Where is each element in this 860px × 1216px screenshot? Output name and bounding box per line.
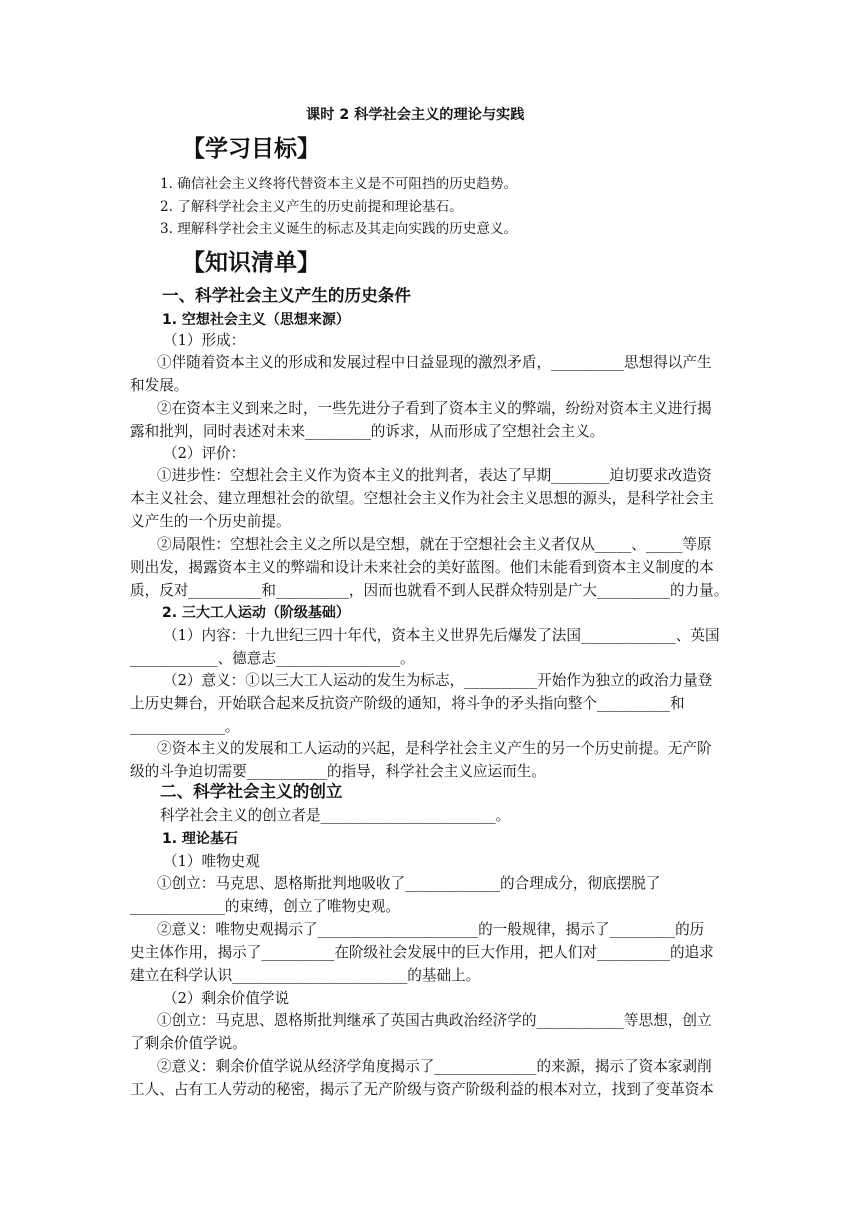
paragraph-line: _____________的束缚，创立了唯物史观。 (130, 898, 400, 915)
paragraph-line: 科学社会主义的创立者是________________________。 (160, 807, 511, 824)
paragraph-line: （1）内容：十九世纪三四十年代，资本主义世界先后爆发了法国_____________、英国 (163, 627, 720, 644)
subsection-heading: 2. 三大工人运动（阶级基础） (162, 605, 350, 621)
paragraph-line: ②意义：剩余价值学说从经济学角度揭示了______________的来源，揭示了资本家剥削 (157, 1058, 712, 1075)
paragraph-line: （1）形成： (163, 332, 246, 349)
section-heading-goals: 【学习目标】 (182, 136, 320, 162)
paragraph-line: 了剩余价值学说。 (130, 1035, 247, 1052)
subsection-heading: 1. 理论基石 (162, 831, 238, 847)
paragraph-line: 工人、占有工人劳动的秘密，揭示了无产阶级与资产阶级利益的根本对立，找到了变革资本 (130, 1081, 714, 1098)
paragraph-line: ②意义：唯物史观揭示了______________________的一般规律，揭示了_________的历 (157, 921, 705, 938)
paragraph-line: ①创立：马克思、恩格斯批判继承了英国古典政治经济学的____________等思想，创立 (157, 1012, 712, 1029)
section-heading-knowledge: 【知识清单】 (182, 250, 320, 276)
paragraph-line: ②局限性：空想社会主义之所以是空想，就在于空想社会主义者仅从_____、_____等原 (157, 536, 712, 553)
lesson-title: 课时 2 科学社会主义的理论与实践 (306, 107, 525, 123)
paragraph-line: （2）意义：①以三大工人运动的发生为标志，__________开始作为独立的政治力量登 (163, 672, 713, 689)
part-heading: 二、科学社会主义的创立 (160, 782, 343, 801)
paragraph-line: ①进步性：空想社会主义作为资本主义的批判者，表达了早期________迫切要求改造资 (157, 467, 712, 484)
paragraph-line: 本主义社会、建立理想社会的欲望。空想社会主义作为社会主义思想的源头，是科学社会主 (130, 490, 714, 507)
paragraph-line: （2）剩余价值学说 (163, 990, 290, 1007)
paragraph-line: 级的斗争迫切需要___________的指导，科学社会主义应运而生。 (130, 763, 546, 780)
paragraph-line: ①伴随着资本主义的形成和发展过程中日益显现的激烈矛盾，__________思想得以产生 (157, 354, 712, 371)
paragraph-line: ____________、德意志_________________。 (130, 650, 415, 667)
paragraph-line: 则出发，揭露资本主义的弊端和设计未来社会的美好蓝图。他们未能看到资本主义制度的本 (130, 559, 714, 576)
goal-item: 1. 确信社会主义终将代替资本主义是不可阻挡的历史趋势。 (160, 176, 518, 192)
paragraph-line: 露和批判，同时表述对未来_________的诉求，从而形成了空想社会主义。 (130, 423, 605, 440)
goal-item: 2. 了解科学社会主义产生的历史前提和理论基石。 (160, 199, 463, 215)
paragraph-line: 和发展。 (130, 377, 189, 394)
paragraph-line: 上历史舞台，开始联合起来反抗资产阶级的通知，将斗争的矛头指向整个__________和 (130, 695, 685, 712)
paragraph-line: ②在资本主义到来之时，一些先进分子看到了资本主义的弊端，纷纷对资本主义进行揭 (157, 400, 712, 417)
paragraph-line: 义产生的一个历史前提。 (130, 513, 291, 530)
subsection-heading: 1. 空想社会主义（思想来源） (162, 312, 350, 328)
goal-item: 3. 理解科学社会主义诞生的标志及其走向实践的历史意义。 (160, 221, 518, 237)
paragraph-line: ①创立：马克思、恩格斯批判地吸收了_____________的合理成分，彻底摆脱了 (157, 875, 661, 892)
paragraph-line: （1）唯物史观 (163, 853, 260, 870)
paragraph-line: ②资本主义的发展和工人运动的兴起，是科学社会主义产生的另一个历史前提。无产阶 (157, 740, 712, 757)
part-heading: 一、科学社会主义产生的历史条件 (162, 286, 411, 305)
paragraph-line: 质，反对__________和__________，因而也就看不到人民群众特别是广大__________的力量。 (130, 582, 729, 599)
paragraph-line: 史主体作用，揭示了__________在阶级社会发展中的巨大作用，把人们对__________的追求 (130, 944, 714, 961)
paragraph-line: _____________。 (130, 718, 240, 735)
paragraph-line: （2）评价： (163, 445, 246, 462)
paragraph-line: 建立在科学认识________________________的基础上。 (130, 967, 481, 984)
